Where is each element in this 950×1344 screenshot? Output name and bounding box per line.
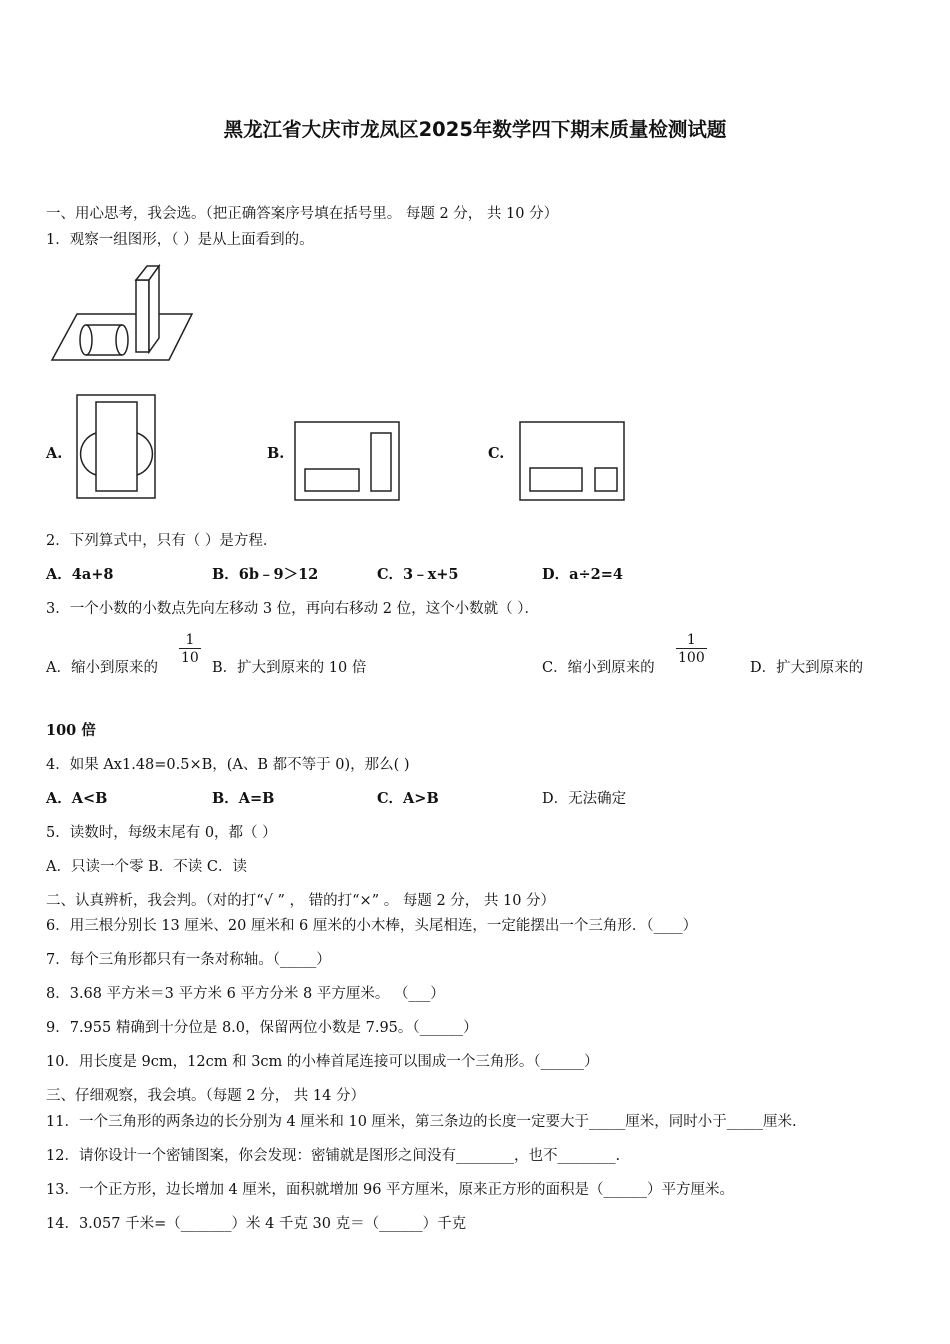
q3-fraction-a-numerator: 1 bbox=[185, 632, 195, 648]
question-6: 6．用三根分别长 13 厘米、20 厘米和 6 厘米的小木棒，头尾相连，一定能摆出一个三角形．（____） bbox=[46, 918, 698, 934]
question-9: 9．7.955 精确到十分位是 8.0，保留两位小数是 7.95。（______） bbox=[46, 1020, 478, 1036]
question-8: 8．3.68 平方米＝3 平方米 6 平方分米 8 平方厘米。 （___） bbox=[46, 986, 445, 1002]
q4-option-b: B．A=B bbox=[212, 790, 275, 807]
question-1: 1．观察一组图形，（ ）是从上面看到的。 bbox=[46, 232, 314, 248]
q3-fraction-a bbox=[179, 632, 201, 667]
question-5: 5．读数时，每级末尾有 0，都（ ） bbox=[46, 825, 277, 841]
question-7: 7．每个三角形都只有一条对称轴。（_____） bbox=[46, 952, 331, 968]
q3-fraction-a-denominator: 10 bbox=[181, 650, 199, 666]
q2-option-c: C．3﹣x+5 bbox=[377, 566, 459, 583]
q2-option-b: B．6b﹣9＞12 bbox=[212, 566, 319, 583]
question-3: 3．一个小数的小数点先向左移动 3 位，再向右移动 2 位，这个小数就（ ）． bbox=[46, 601, 539, 617]
q3-option-d-continued: 100 倍 bbox=[46, 722, 96, 739]
q2-option-a: A．4a+8 bbox=[46, 566, 114, 583]
question-10: 10．用长度是 9cm，12cm 和 3cm 的小棒首尾连接可以围成一个三角形。（______） bbox=[46, 1054, 599, 1070]
q3-option-b: B．扩大到原来的 10 倍 bbox=[212, 660, 367, 676]
q4-option-d: D．无法确定 bbox=[542, 791, 627, 807]
section-2-heading: 二、认真辨析，我会判。（对的打“√ ” ， 错的打“×” 。 每题 2 分， 共 10 分） bbox=[46, 893, 556, 909]
q1-option-c-label: C. bbox=[488, 445, 505, 462]
page-title: 黑龙江省大庆市龙凤区2025年数学四下期末质量检测试题 bbox=[223, 118, 727, 141]
q3-fraction-c-denominator: 100 bbox=[678, 650, 705, 666]
q3-option-a: A．缩小到原来的 bbox=[46, 660, 158, 676]
question-4: 4．如果 Ax1.48=0.5×B，(A、B 都不等于 0)，那么( ) bbox=[46, 757, 410, 773]
q1-option-b-label: B. bbox=[267, 445, 285, 462]
q1-option-a-figure bbox=[76, 393, 158, 501]
question-14: 14．3.057 千米=（_______）米 4 千克 30 克＝（______）千克 bbox=[46, 1216, 467, 1232]
q1-3d-figure bbox=[44, 252, 199, 367]
question-12: 12．请你设计一个密铺图案，你会发现：密铺就是图形之间没有________，也不________. bbox=[46, 1148, 621, 1164]
q3-option-d: D．扩大到原来的 bbox=[750, 660, 864, 676]
question-13: 13．一个正方形，边长增加 4 厘米，面积就增加 96 平方厘米，原来正方形的面积是（______）平方厘米。 bbox=[46, 1182, 735, 1198]
q5-options: A．只读一个零 B．不读 C．读 bbox=[46, 859, 247, 875]
q3-fraction-c bbox=[676, 632, 707, 667]
q3-option-c: C．缩小到原来的 bbox=[542, 660, 655, 676]
q1-option-a-label: A. bbox=[46, 445, 63, 462]
q4-option-a: A．A<B bbox=[46, 790, 108, 807]
q1-option-b-figure bbox=[293, 420, 401, 502]
section-3-heading: 三、仔细观察，我会填。（每题 2 分， 共 14 分） bbox=[46, 1088, 365, 1104]
q4-option-c: C．A>B bbox=[377, 790, 439, 807]
q3-fraction-c-numerator: 1 bbox=[686, 632, 696, 648]
q2-option-d: D．a÷2=4 bbox=[542, 566, 623, 583]
question-2: 2．下列算式中，只有（ ）是方程． bbox=[46, 533, 278, 549]
q1-option-c-figure bbox=[518, 420, 626, 502]
question-11: 11．一个三角形的两条边的长分别为 4 厘米和 10 厘米，第三条边的长度一定要大于_____厘米，同时小于_____厘米. bbox=[46, 1114, 797, 1130]
section-1-heading: 一、用心思考，我会选。（把正确答案序号填在括号里。 每题 2 分， 共 10 分） bbox=[46, 206, 559, 222]
